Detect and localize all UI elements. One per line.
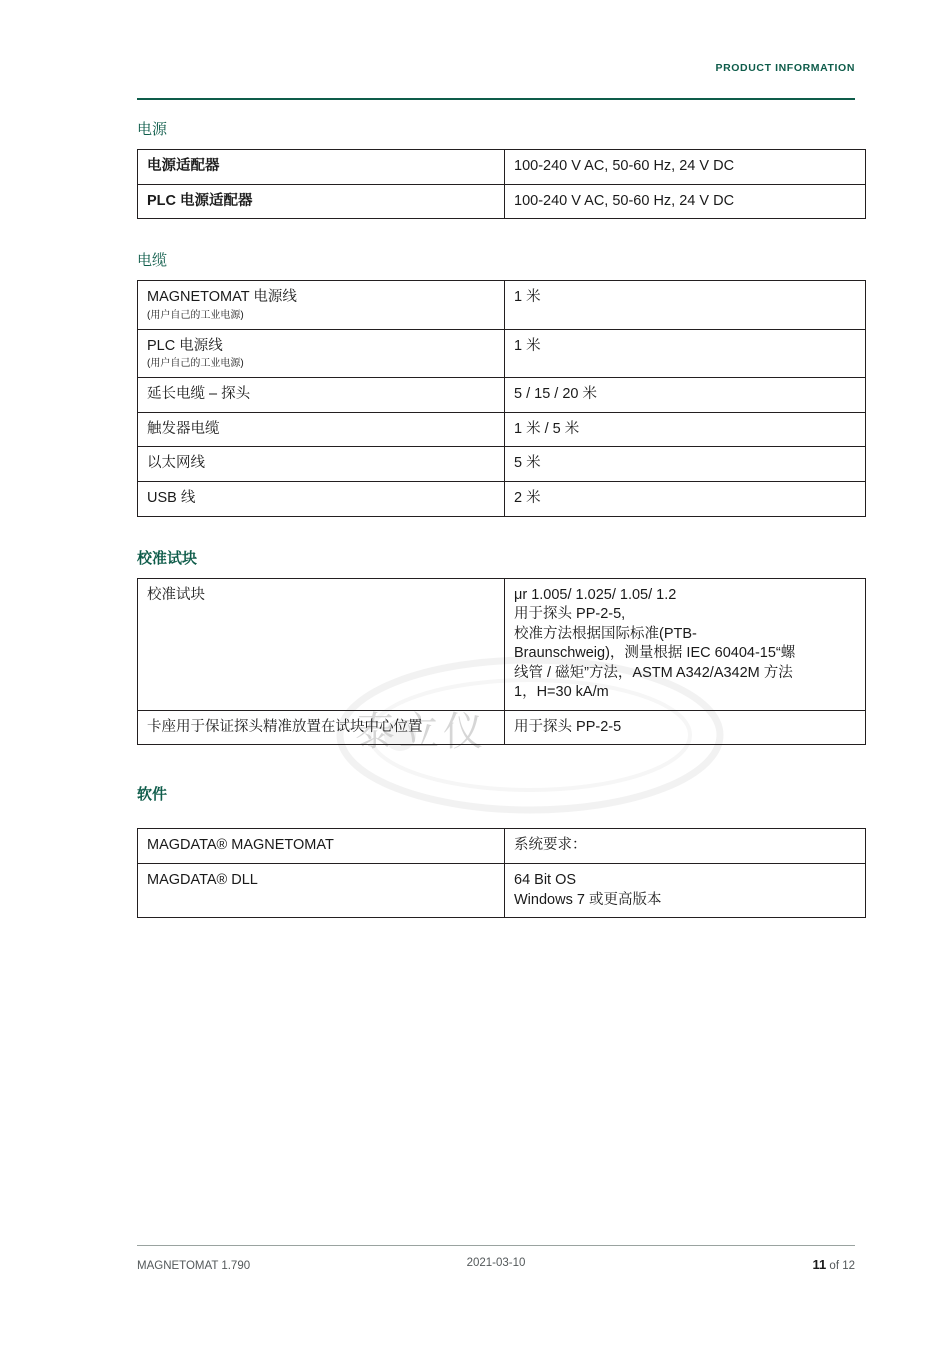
cell-label-sub: (用户自己的工业电源) (147, 358, 244, 370)
page-footer (137, 1257, 855, 1272)
cell-value: 1 米 / 5 米 (505, 412, 866, 447)
cell-label (138, 329, 505, 378)
section-title-power: 电源 (137, 121, 168, 138)
table-row (138, 184, 866, 219)
section-title-calibration: 校准试块 (137, 549, 198, 567)
table-power (137, 149, 866, 219)
cell-value-line: 校准方法根据国际标准(PTB- (514, 625, 697, 642)
cell-value (505, 829, 866, 864)
cell-value: 用于探头 PP-2-5 (505, 710, 866, 745)
cell-label-main: MAGNETOMAT 电源线 (147, 289, 297, 306)
cell-label (138, 281, 505, 330)
cell-value-line: μr 1.005/ 1.025/ 1.05/ 1.2 (514, 586, 677, 603)
cell-value (505, 864, 866, 918)
table-row (138, 412, 866, 447)
cell-value-line: 用于探头 PP-2-5, (514, 606, 626, 623)
cell-label: MAGDATA® MAGNETOMAT (138, 829, 505, 864)
table-row (138, 447, 866, 482)
cell-value: 100-240 V AC, 50-60 Hz, 24 V DC (505, 150, 866, 185)
cell-value (505, 578, 866, 710)
cell-label: 校准试块 (138, 578, 505, 710)
cell-label: 卡座用于保证探头精准放置在试块中心位置 (138, 710, 505, 745)
page-header-label: PRODUCT INFORMATION (715, 62, 855, 74)
cell-value-line: 线管 / 磁矩”方法，ASTM A342/A342M 方法 (514, 664, 793, 681)
cell-label: PLC 电源适配器 (138, 184, 505, 219)
table-calibration (137, 578, 866, 746)
cell-value: 1 米 (505, 281, 866, 330)
table-row (138, 281, 866, 330)
table-row (138, 864, 866, 918)
section-title-software: 软件 (137, 786, 168, 804)
cell-label-main: PLC 电源线 (147, 337, 223, 354)
table-row (138, 481, 866, 516)
footer-page-number: 11 (812, 1257, 827, 1272)
cell-label: 以太网线 (138, 447, 505, 482)
footer-page-suffix: of 12 (829, 1260, 855, 1272)
watermark-text: 泰立仪 (355, 709, 487, 755)
footer-document-title: MAGNETOMAT 1.790 (137, 1260, 251, 1272)
footer-divider (137, 1245, 855, 1246)
cell-value: 5 米 (505, 447, 866, 482)
footer-pagination (812, 1257, 855, 1272)
cell-label-sub: (用户自己的工业电源) (147, 309, 244, 321)
footer-date: 2021-03-10 (466, 1257, 526, 1269)
cell-value: 2 米 (505, 481, 866, 516)
cell-label: 电源适配器 (138, 150, 505, 185)
cell-value-line: 1，H=30 kA/m (514, 684, 609, 701)
section-title-cables: 电缆 (137, 252, 168, 270)
cell-label: 触发器电缆 (138, 412, 505, 447)
table-cables (137, 280, 866, 516)
cell-value-line: Windows 7 或更高版本 (514, 891, 662, 908)
table-row (138, 329, 866, 378)
cell-label: USB 线 (138, 481, 505, 516)
header-divider (137, 98, 855, 100)
table-row (138, 829, 866, 864)
cell-value: 100-240 V AC, 50-60 Hz, 24 V DC (505, 184, 866, 219)
cell-value-line: 系统要求： (514, 837, 587, 854)
cell-label: 延长电缆 – 探头 (138, 378, 505, 413)
table-row (138, 578, 866, 710)
table-row (138, 150, 866, 185)
cell-value: 1 米 (505, 329, 866, 378)
document-content (137, 118, 855, 918)
table-software (137, 828, 866, 918)
table-row (138, 710, 866, 745)
table-row (138, 378, 866, 413)
cell-value-line: 64 Bit OS (514, 872, 577, 888)
cell-label: MAGDATA® DLL (138, 864, 505, 918)
cell-value: 5 / 15 / 20 米 (505, 378, 866, 413)
cell-value-line: Braunschweig)，测量根据 IEC 60404-15“螺 (514, 645, 796, 662)
